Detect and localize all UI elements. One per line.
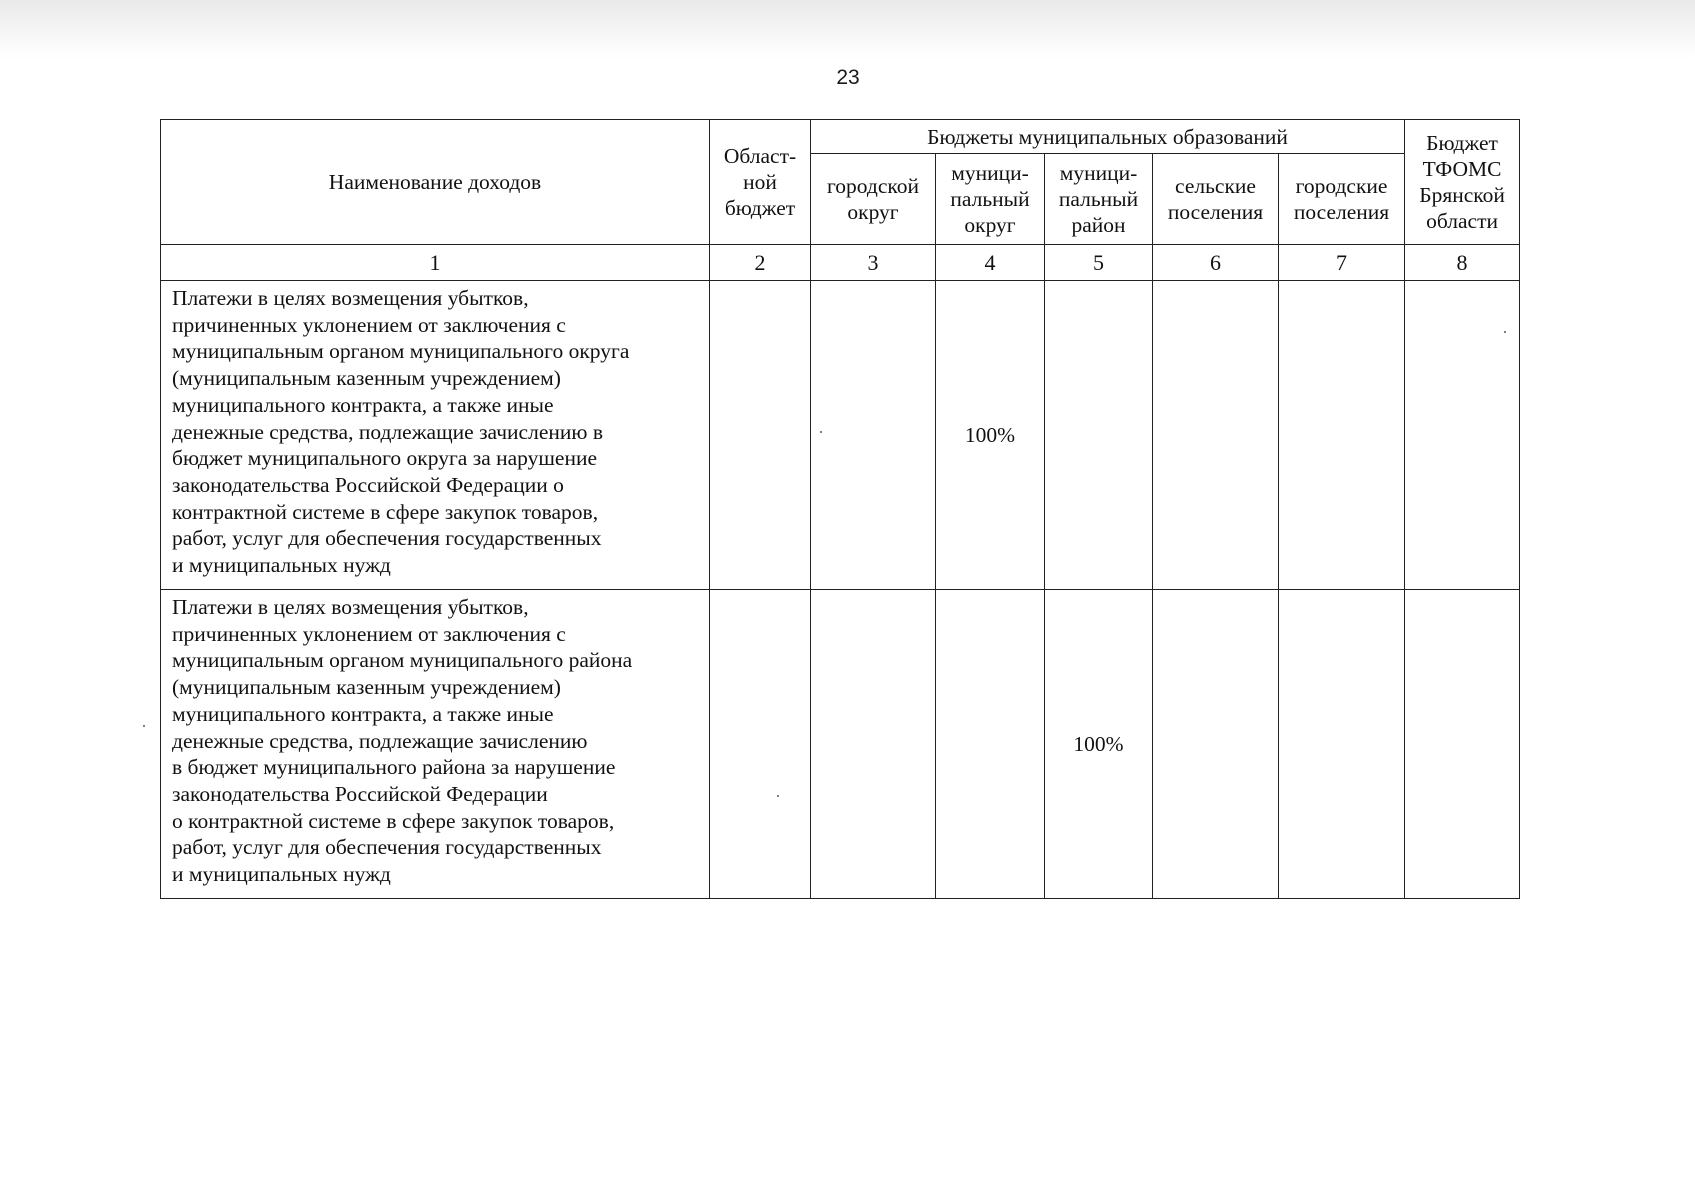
municipal-district-cell [936, 590, 1045, 899]
income-name-line: (муниципальным казенным учреждением) [172, 366, 561, 391]
income-name-cell [161, 281, 710, 590]
municipal-area-cell: 100% [1045, 590, 1153, 899]
header-city-district-line: городской [826, 174, 919, 198]
tfoms-budget-cell [1405, 281, 1520, 590]
income-name-cell [161, 590, 710, 899]
header-municipal-district [936, 154, 1045, 245]
income-name-line: работ, услуг для обеспечения государственных [172, 835, 602, 860]
revenue-distribution-table [160, 119, 1520, 899]
column-number: 4 [936, 245, 1045, 281]
regional-budget-cell [710, 281, 811, 590]
header-city-district [811, 154, 936, 245]
income-name-line: законодательства Российской Федерации [172, 781, 548, 806]
rural-settlements-cell [1153, 590, 1279, 899]
header-municipal-area-line: район [1071, 213, 1126, 237]
city-district-cell [811, 281, 936, 590]
income-name-line: законодательства Российской Федерации о [172, 472, 564, 497]
income-name-line: о контрактной системе в сфере закупок товаров, [172, 808, 615, 833]
scan-speck [820, 431, 822, 433]
scan-speck [1504, 331, 1506, 333]
column-number-row [161, 245, 1520, 281]
column-number: 7 [1279, 245, 1405, 281]
header-regional-budget-line: бюджет [724, 196, 796, 220]
column-number: 5 [1045, 245, 1153, 281]
income-name-line: муниципальным органом муниципального района [172, 648, 633, 673]
header-urban-settlements [1279, 154, 1405, 245]
header-municipal-area [1045, 154, 1153, 245]
header-tfoms-line: области [1426, 209, 1498, 233]
header-municipal-budgets: Бюджеты муниципальных образований [811, 120, 1405, 154]
table-row [161, 281, 1520, 590]
header-city-district-line: округ [847, 200, 899, 224]
header-row-top [161, 120, 1520, 154]
regional-budget-cell [710, 590, 811, 899]
income-name-line: муниципального контракта, а также иные [172, 701, 554, 726]
column-number: 1 [161, 245, 710, 281]
header-regional-budget-line: Област- [723, 144, 797, 168]
income-name-line: причиненных уклонением от заключения с [172, 621, 566, 646]
tfoms-budget-cell [1405, 590, 1520, 899]
column-number: 2 [710, 245, 811, 281]
income-name-line: денежные средства, подлежащие зачислению [172, 728, 588, 753]
income-name-line: денежные средства, подлежащие зачислению в [172, 419, 603, 444]
income-name-line: Платежи в целях возмещения убытков, [172, 595, 529, 619]
header-rural-settlements-line: поселения [1167, 200, 1264, 224]
header-rural-settlements [1153, 154, 1279, 245]
header-municipal-area-line: пальный [1058, 187, 1139, 211]
income-name-line: работ, услуг для обеспечения государственных [172, 526, 602, 551]
urban-settlements-cell [1279, 590, 1405, 899]
column-number: 8 [1405, 245, 1520, 281]
header-tfoms-line: ТФОМС [1422, 157, 1502, 181]
scan-shadow [0, 0, 1695, 60]
header-urban-settlements-line: городские [1295, 174, 1388, 198]
income-name-line: бюджет муниципального округа за нарушение [172, 446, 598, 471]
table-row [161, 590, 1520, 899]
scan-speck [143, 725, 145, 727]
income-name-line: и муниципальных нужд [172, 553, 391, 578]
header-tfoms-line: Брянской [1419, 183, 1505, 207]
income-name-line: муниципальным органом муниципального округа [172, 339, 630, 364]
header-income-name: Наименование доходов [161, 120, 710, 245]
header-regional-budget [710, 120, 811, 245]
header-municipal-district-line: пальный [950, 187, 1030, 211]
column-number: 6 [1153, 245, 1279, 281]
municipal-district-cell: 100% [936, 281, 1045, 590]
header-tfoms-line: Бюджет [1426, 131, 1498, 155]
rural-settlements-cell [1153, 281, 1279, 590]
income-name-line: (муниципальным казенным учреждением) [172, 675, 561, 700]
income-name-line: контрактной системе в сфере закупок товаров, [172, 499, 599, 524]
header-regional-budget-line: ной [743, 170, 777, 194]
income-name-line: Платежи в целях возмещения убытков, [172, 286, 529, 310]
income-name-line: причиненных уклонением от заключения с [172, 312, 566, 337]
header-municipal-district-line: муници- [951, 161, 1029, 185]
income-name-line: и муниципальных нужд [172, 862, 391, 887]
header-tfoms-budget [1405, 120, 1520, 245]
income-name-line: в бюджет муниципального района за нарушение [172, 755, 616, 780]
page-number: 23 [836, 66, 860, 89]
urban-settlements-cell [1279, 281, 1405, 590]
municipal-area-cell [1045, 281, 1153, 590]
column-number: 3 [811, 245, 936, 281]
income-name-line: муниципального контракта, а также иные [172, 392, 554, 417]
city-district-cell [811, 590, 936, 899]
header-urban-settlements-line: поселения [1293, 200, 1390, 224]
header-rural-settlements-line: сельские [1175, 174, 1256, 198]
scan-speck [777, 795, 779, 797]
header-municipal-area-line: муници- [1059, 161, 1138, 185]
header-municipal-district-line: округ [964, 213, 1016, 237]
